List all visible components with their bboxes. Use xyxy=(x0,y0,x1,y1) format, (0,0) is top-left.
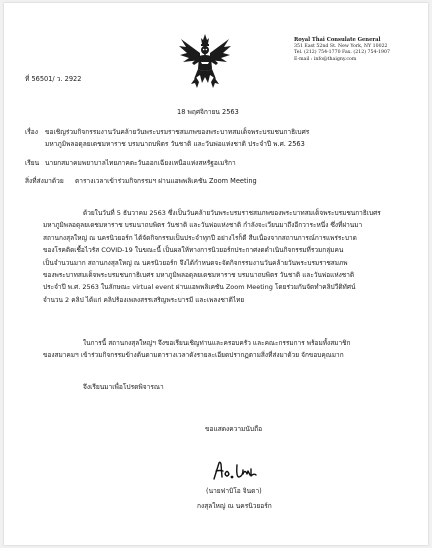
paragraph-line: ของโรคติดเชื้อไวรัส COVID-19 ในขณะนี้ เป็นผลให้ทางการนิวยอร์กประกาศงดดำเนินกิจกรรมที่รวมกลุ่มคน xyxy=(43,246,344,255)
subject-line-1: ขอเชิญร่วมกิจกรรมงานวันคล้ายวันพระบรมราชสมภพของพระบาทสมเด็จพระบรมชนกาธิเบศร xyxy=(45,128,310,136)
subject-label: เรื่อง xyxy=(25,128,38,136)
consulate-phone-fax: Tel. (212) 754-1770 Fax. (212) 754-1907 xyxy=(294,50,390,56)
salutation-recipient: นายกสมาคมพยาบาลไทยภาคตะวันออกเฉียงเหนือแห่งสหรัฐอเมริกา xyxy=(45,159,236,167)
consulate-address: 351 East 52nd St. New York, NY 10022 xyxy=(294,43,388,49)
paragraph-line: มหาภูมิพลอดุลยเดชมหาราช บรมนาถบพิตร วันชาติ และวันพ่อแห่งชาติ กำลังจะเวียนมาถึงอีกวาระหนึ่ง ซึ่งที่ผ่านมา xyxy=(43,221,363,230)
consulate-email: E-mail : info@thaigny.com xyxy=(294,56,357,62)
consulate-letterhead xyxy=(294,37,390,63)
enclosure-label: สิ่งที่ส่งมาด้วย xyxy=(25,177,64,185)
paragraph-2 xyxy=(43,337,350,362)
letter-date: 18 พฤศจิกายน 2563 xyxy=(177,108,239,116)
paragraph-line: ของพระบาทสมเด็จพระบรมชนกาธิเบศร มหาภูมิพลอดุลยเดชมหาราช บรมนาถบพิตร วันชาติ และวันพ่อแห่งชาติ xyxy=(43,271,355,280)
enclosure-text: ตารางเวลาเข้าร่วมกิจกรรมฯ ผ่านแอพพลิเคชัน Zoom Meeting xyxy=(75,177,257,185)
consulate-name: Royal Thai Consulate General xyxy=(294,37,381,43)
garuda-emblem-icon xyxy=(178,33,232,89)
paragraph-line: ในการนี้ สถานกงสุลใหญ่ฯ จึงขอเรียนเชิญท่านและครอบครัว และคณะกรรมการ พร้อมทั้งสมาชิก xyxy=(83,339,351,347)
paragraph-line: ประจำปี พ.ศ. 2563 ในลักษณะ virtual event ผ่านแอพพลิเคชัน Zoom Meeting โดยร่วมกันจัดทำคลิปวีดิทัศน์ xyxy=(43,283,356,292)
handwritten-signature-icon xyxy=(210,459,260,483)
paragraph-line: สถานกงสุลใหญ่ ณ นครนิวยอร์ก ได้จัดกิจกรรมเป็นประจำทุกปี อย่างไรก็ดี สืบเนื่องจากสถานการณ์การแพร่ระบาด xyxy=(43,233,357,242)
signatory-name: (นายฟาบิโอ จินดา) xyxy=(206,487,262,495)
paragraph-line: จำนวน 2 คลิป ได้แก่ คลิปร้องเพลงสรรเสริญพระบารมี และเพลงชาติไทย xyxy=(43,295,245,304)
paragraph-line: ของสมาคมฯ เข้าร่วมกิจกรรมข้างต้นตามตารางเวลาดังรายละเอียดปรากฏตามสิ่งที่ส่งมาด้วย จักขอบคุณมาก xyxy=(43,351,344,360)
closing-phrase: ขอแสดงความนับถือ xyxy=(205,425,263,433)
subject-line-2: มหาภูมิพลอดุลยเดชมหาราช บรมนาถบพิตร วันชาติ และวันพ่อแห่งชาติ ประจำปี พ.ศ. 2563 xyxy=(45,140,305,148)
paragraph-line: เป็นจำนวนมาก สถานกงสุลใหญ่ ณ นครนิวยอร์ก จึงได้กำหนดจะจัดกิจกรรมงานวันคล้ายวันพระบรมราชสมภพ xyxy=(43,258,348,267)
paragraph-1 xyxy=(43,207,381,306)
salutation-label: เรียน xyxy=(25,159,40,167)
paragraph-line: ด้วยในวันที่ 5 ธันวาคม 2563 ซึ่งเป็นวันคล้ายวันพระบรมราชสมภพของพระบาทสมเด็จพระบรมชนกาธิเบศร xyxy=(83,209,381,217)
letter-page xyxy=(4,3,428,545)
reference-number: ที่ 56501/ ว. 2922 xyxy=(25,75,82,83)
signatory-title: กงสุลใหญ่ ณ นครนิวยอร์ก xyxy=(197,502,272,510)
closing-request: จึงเรียนมาเพื่อโปรดพิจารณา xyxy=(83,383,164,391)
